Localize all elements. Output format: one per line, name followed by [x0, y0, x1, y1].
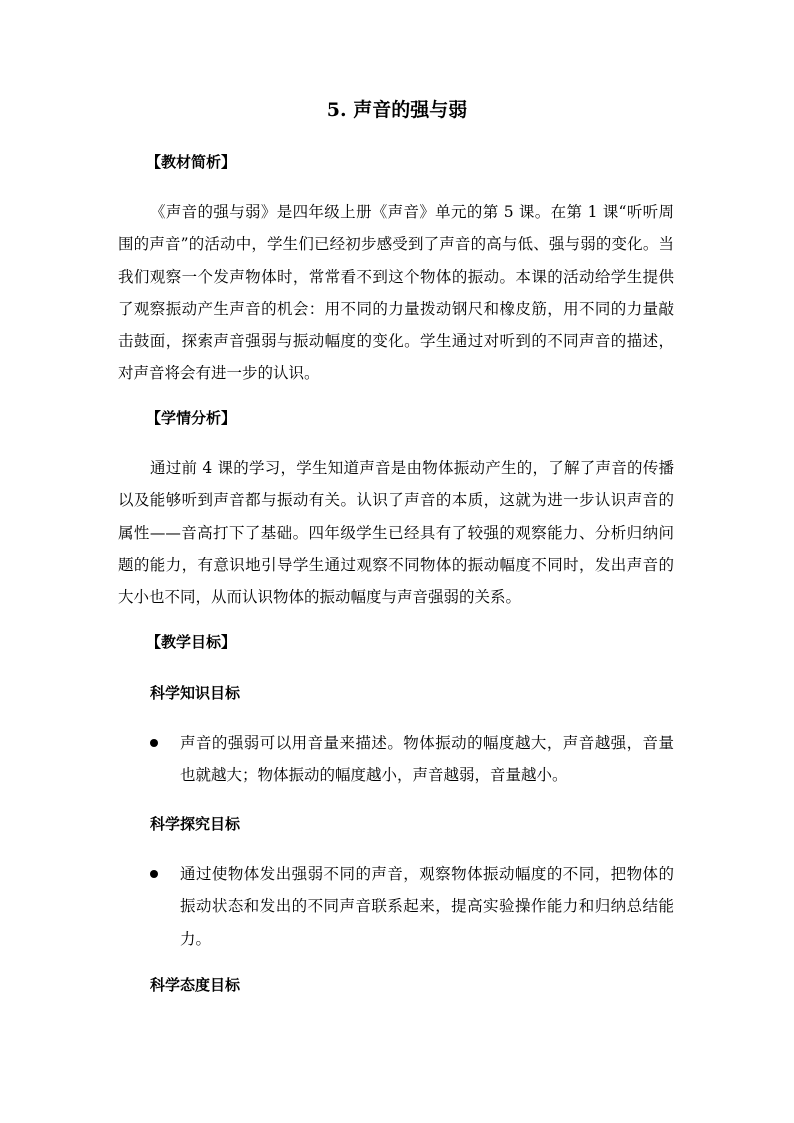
subheading-inquiry-goal: 科学探究目标 — [150, 815, 241, 833]
bullet-icon — [150, 870, 158, 878]
student-analysis-paragraph: 通过前 4 课的学习，学生知道声音是由物体振动产生的，了解了声音的传播以及能够听到声音都与振动有关。认识了声音的本质，这就为进一步认识声音的属性——音高打下了基础。四年级学生已经具有了较强的观察能力、分析归纳问题的能力，有意识地引导学生通过观察不同物体的振动幅度不同时，发出声音的大小也不同，从而认识物体的振动幅度与声音强弱的关系。 — [118, 459, 674, 607]
section-heading-teaching-goals: 【教学目标】 — [146, 633, 237, 651]
section-heading-textbook-analysis: 【教材简析】 — [146, 153, 237, 171]
page-title: 5. 声音的强与弱 — [326, 99, 468, 121]
inquiry-goal-text: 通过使物体发出强弱不同的声音，观察物体振动幅度的不同，把物体的振动状态和发出的不同声音联系起来，提高实验操作能力和归纳总结能力。 — [180, 865, 674, 948]
section-heading-student-analysis: 【学情分析】 — [146, 409, 237, 427]
subheading-attitude-goal: 科学态度目标 — [150, 976, 241, 994]
list-item — [150, 727, 674, 792]
knowledge-goal-text: 声音的强弱可以用音量来描述。物体振动的幅度越大，声音越强，音量也就越大；物体振动的幅度越小，声音越弱，音量越小。 — [180, 734, 674, 785]
textbook-analysis-paragraph: 《声音的强与弱》是四年级上册《声音》单元的第 5 课。在第 1 课“听听周围的声音”的活动中，学生们已经初步感受到了声音的高与低、强与弱的变化。当我们观察一个发声物体时，常常看不到这个物体的振动。本课的活动给学生提供了观察振动产生声音的机会：用不同的力量拨动钢尺和橡皮筋，用不同的力量敲击鼓面，探索声音强弱与振动幅度的变化。学生通过对听到的不同声音的描述，对声音将会有进一步的认识。 — [118, 203, 674, 383]
subheading-knowledge-goal: 科学知识目标 — [150, 684, 241, 702]
list-item — [150, 858, 674, 955]
bullet-icon — [150, 739, 158, 747]
